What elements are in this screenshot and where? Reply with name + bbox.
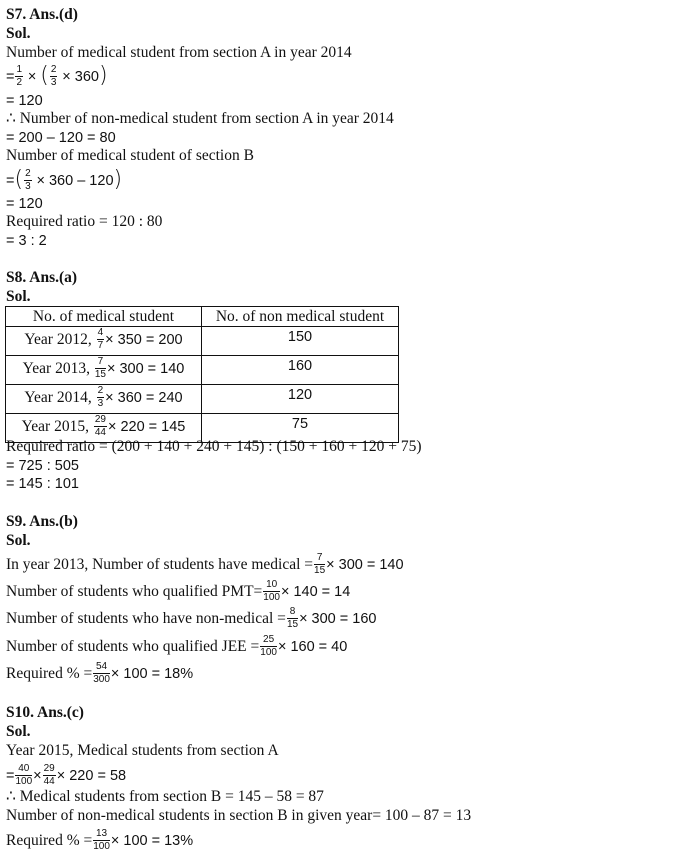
s7-line: Required ratio = 120 : 80 <box>6 213 163 230</box>
s9-line: Required % = $\frac{54}{300}$ × 100 = 18% <box>6 661 194 685</box>
s8-line: = 725 : 505 <box>6 458 79 474</box>
s7-line: = 120 <box>6 93 43 109</box>
s10-line: Number of non-medical students in section B in given year= 100 – 87 = 13 <box>6 807 472 824</box>
s10-line: Required % = $\frac{13}{100}$ × 100 = 13% <box>6 828 194 852</box>
table-cell: Year 2014, $\frac{2}{3}$ × 360 = 240 <box>6 385 202 414</box>
table-header: No. of non medical student <box>202 307 399 327</box>
s10-line: ∴ Medical students from section B = 145 – 58 = 87 <box>6 788 324 805</box>
table-cell: 75 <box>202 414 399 443</box>
s9-heading: S9. Ans.(b) <box>6 513 78 530</box>
s10-equation: = $\frac{40}{100}$ × $\frac{29}{44}$ × 220 = 58 <box>6 763 127 787</box>
s7-equation: =( $\frac{2}{3}$ × 360 – 120) <box>6 166 123 192</box>
s7-heading: S7. Ans.(d) <box>6 6 78 23</box>
table-cell: Year 2013, $\frac{7}{15}$ × 300 = 140 <box>6 356 202 385</box>
s7-line: Number of medical student of section B <box>6 147 254 164</box>
table-cell: Year 2012, $\frac{4}{7}$ × 350 = 200 <box>6 327 202 356</box>
s9-line: Number of students who have non-medical = $\frac{8}{15}$ × 300 = 160 <box>6 606 377 630</box>
fraction: $\frac{2}{3}$ <box>50 64 57 88</box>
s10-line: Year 2015, Medical students from section A <box>6 742 279 759</box>
s8-line: = 145 : 101 <box>6 476 79 492</box>
s7-sol-label: Sol. <box>6 25 31 42</box>
s8-table <box>5 306 399 443</box>
s7-line: = 200 – 120 = 80 <box>6 130 116 146</box>
s7-line: = 3 : 2 <box>6 233 47 249</box>
table-cell: Year 2015, $\frac{29}{44}$ × 220 = 145 <box>6 414 202 443</box>
table-cell: 160 <box>202 356 399 385</box>
s10-sol-label: Sol. <box>6 723 31 740</box>
s8-line: Required ratio = (200 + 140 + 240 + 145) : (150 + 160 + 120 + 75) <box>6 438 422 455</box>
equals-sign: = <box>6 69 15 86</box>
s9-line: In year 2013, Number of students have medical = $\frac{7}{15}$ × 300 = 140 <box>6 552 404 576</box>
s9-sol-label: Sol. <box>6 532 31 549</box>
s8-sol-label: Sol. <box>6 288 31 305</box>
s9-line: Number of students who qualified PMT= $\frac{10}{100}$ × 140 = 14 <box>6 579 351 603</box>
s7-line: Number of medical student from section A in year 2014 <box>6 44 352 61</box>
fraction: $\frac{1}{2}$ <box>16 64 23 88</box>
s10-heading: S10. Ans.(c) <box>6 704 84 721</box>
s7-line: = 120 <box>6 196 43 212</box>
s9-line: Number of students who qualified JEE = $\frac{25}{100}$ × 160 = 40 <box>6 634 348 658</box>
table-row <box>6 327 399 356</box>
table-cell: 150 <box>202 327 399 356</box>
s7-equation: = $\frac{1}{2}$ × ( $\frac{2}{3}$ × 360) <box>6 62 108 88</box>
s8-heading: S8. Ans.(a) <box>6 269 78 286</box>
table-cell: 120 <box>202 385 399 414</box>
table-row <box>6 356 399 385</box>
table-row <box>6 385 399 414</box>
table-header: No. of medical student <box>6 307 202 327</box>
fraction: $\frac{2}{3}$ <box>25 168 31 192</box>
table-header-row <box>6 307 399 327</box>
s7-line: ∴ Number of non-medical student from section A in year 2014 <box>6 110 394 127</box>
